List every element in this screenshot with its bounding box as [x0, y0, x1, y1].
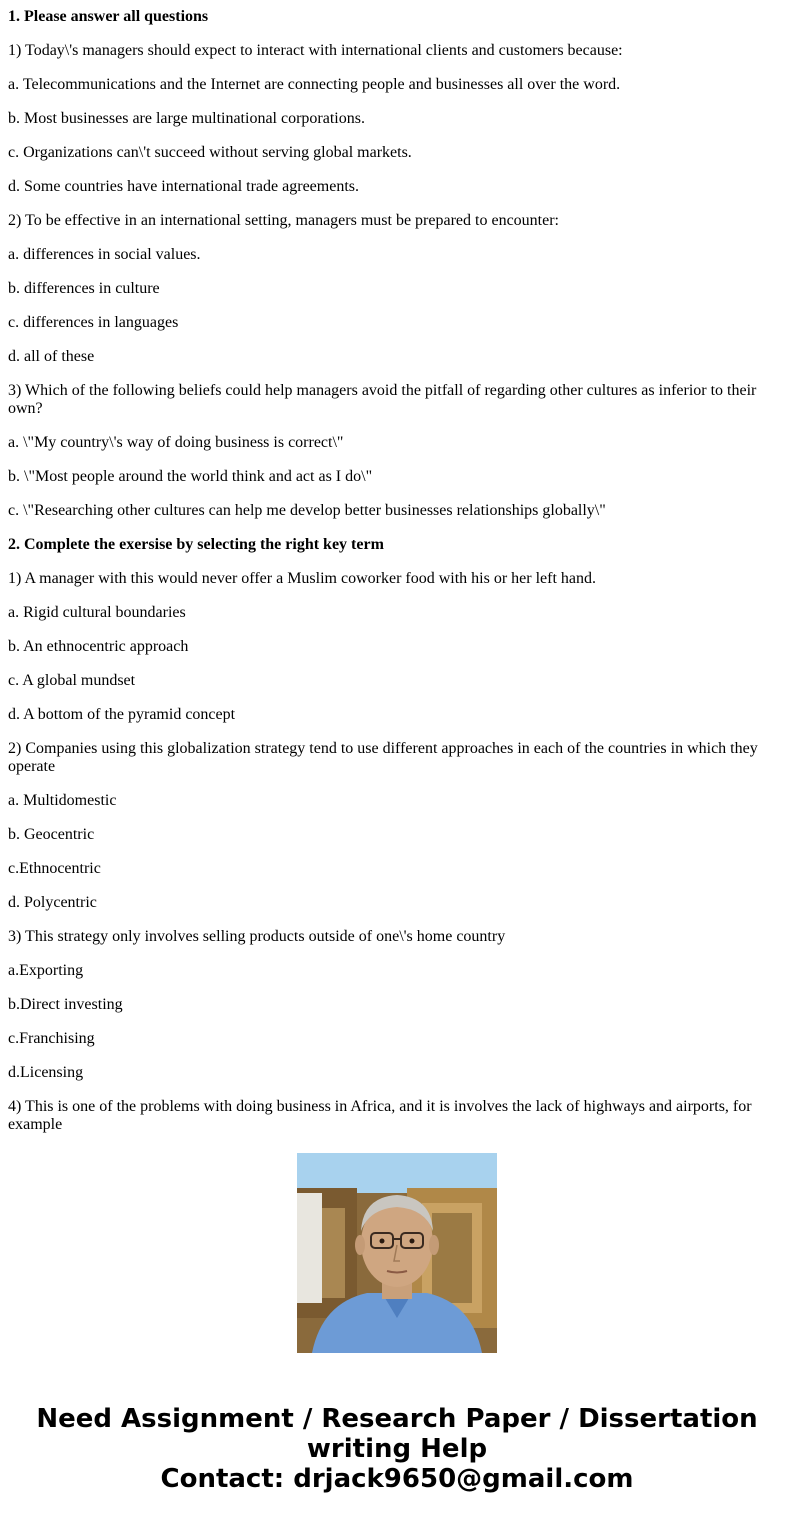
question-line: 1) A manager with this would never offer a Muslim coworker food with his or her left hand. [8, 570, 597, 587]
promo-contact: Contact: drjack9650@gmail.com [160, 1464, 634, 1494]
question-line: b. An ethnocentric approach [8, 638, 189, 655]
question-line: c.Ethnocentric [8, 860, 101, 877]
question-line: b.Direct investing [8, 996, 123, 1013]
question-line: b. differences in culture [8, 280, 160, 297]
question-line: 1) Today\'s managers should expect to interact with international clients and customers because: [8, 42, 623, 59]
question-line: d. Some countries have international trade agreements. [8, 178, 359, 195]
question-line: 2) To be effective in an international setting, managers must be prepared to encounter: [8, 212, 559, 229]
question-line: 2) Companies using this globalization strategy tend to use different approaches in each of the countries in which they operate [8, 740, 758, 775]
question-line: c.Franchising [8, 1030, 95, 1047]
question-line: d. A bottom of the pyramid concept [8, 706, 236, 723]
question-line: c. Organizations can\'t succeed without serving global markets. [8, 144, 412, 161]
question-line: b. Geocentric [8, 826, 95, 843]
question-line: d.Licensing [8, 1064, 84, 1081]
question-line: 3) Which of the following beliefs could help managers avoid the pitfall of regarding other cultures as inferior to their own? [8, 382, 757, 417]
question-line: d. all of these [8, 348, 95, 365]
promo-section [0, 1122, 794, 1523]
question-line: 3) This strategy only involves selling products outside of one\'s home country [8, 928, 506, 945]
question-line: a. \"My country\'s way of doing business is correct\" [8, 434, 344, 451]
avatar [297, 1153, 497, 1353]
question-line: a. Telecommunications and the Internet are connecting people and businesses all over the word. [8, 76, 621, 93]
question-line: a. differences in social values. [8, 246, 201, 263]
promo-text [0, 1404, 794, 1494]
section-heading: 1. Please answer all questions [8, 8, 209, 25]
question-line: a.Exporting [8, 962, 84, 979]
question-line: b. \"Most people around the world think and act as I do\" [8, 468, 373, 485]
question-line: a. Multidomestic [8, 792, 117, 809]
question-line: c. \"Researching other cultures can help me develop better businesses relationships globally\" [8, 502, 606, 519]
section-heading: 2. Complete the exersise by selecting the right key term [8, 536, 384, 553]
question-line: 4) This is one of the problems with doing business in Africa, and it is involves the lack of highways and airports, for example [8, 1098, 752, 1133]
author-photo [297, 1153, 497, 1353]
question-line: d. Polycentric [8, 894, 97, 911]
question-line: a. Rigid cultural boundaries [8, 604, 186, 621]
question-line: b. Most businesses are large multinational corporations. [8, 110, 365, 127]
question-line: c. A global mundset [8, 672, 136, 689]
question-line: c. differences in languages [8, 314, 179, 331]
promo-line-2: writing Help [306, 1434, 488, 1464]
promo-line-1: Need Assignment / Research Paper / Dissertation [36, 1404, 758, 1434]
